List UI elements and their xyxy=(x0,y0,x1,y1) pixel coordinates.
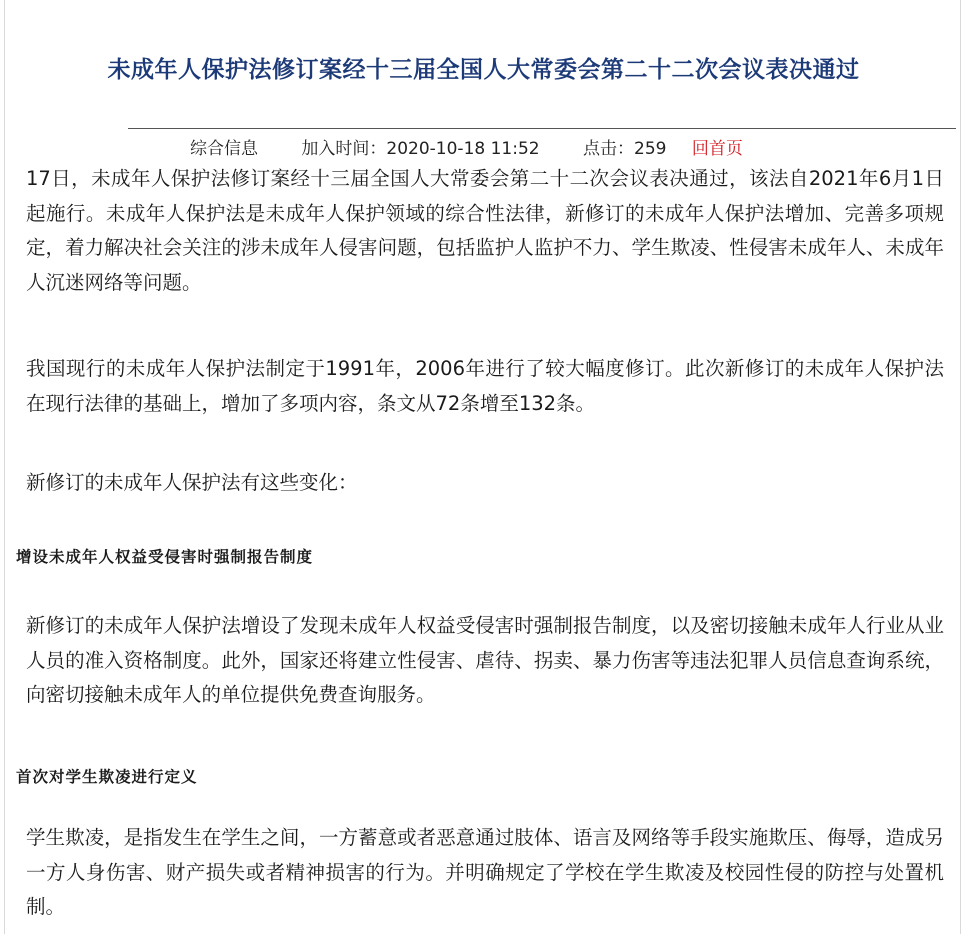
article-title: 未成年人保护法修订案经十三届全国人大常委会第二十二次会议表决通过 xyxy=(107,57,860,84)
section-heading-2: 首次对学生欺凌进行定义 xyxy=(16,768,198,786)
meta-added-time: 加入时间：2020-10-18 11:52 xyxy=(301,139,540,159)
article-paragraph-1: 17日，未成年人保护法修订案经十三届全国人大常委会第二十二次会议表决通过，该法自2021年6月1日起施行。未成年人保护法是未成年人保护领域的综合性法律，新修订的未成年人保护法增加、完善多项规定，着力解决社会关注的涉未成年人侵害问题，包括监护人监护不力、学生欺凌、性侵害未成年人、未成年人沉迷网络等问题。 xyxy=(26,167,944,294)
article-paragraph-3: 新修订的未成年人保护法有这些变化： xyxy=(26,471,358,494)
section-body-2: 学生欺凌，是指发生在学生之间，一方蓄意或者恶意通过肢体、语言及网络等手段实施欺压、侮辱，造成另一方人身伤害、财产损失或者精神损害的行为。并明确规定了学校在学生欺凌及校园性侵的防控与处置机制。 xyxy=(26,826,944,918)
home-link[interactable]: 回首页 xyxy=(691,139,743,159)
meta-click-count: 点击：259 xyxy=(583,139,667,159)
meta-category: 综合信息 xyxy=(190,139,258,159)
section-body-1: 新修订的未成年人保护法增设了发现未成年人权益受侵害时强制报告制度，以及密切接触未成年人行业从业人员的准入资格制度。此外，国家还将建立性侵害、虐待、拐卖、暴力伤害等违法犯罪人员信息查询系统，向密切接触未成年人的单位提供免费查询服务。 xyxy=(26,614,944,706)
article-paragraph-2: 我国现行的未成年人保护法制定于1991年，2006年进行了较大幅度修订。此次新修订的未成年人保护法在现行法律的基础上，增加了多项内容，条文从72条增至132条。 xyxy=(26,357,944,415)
section-heading-1: 增设未成年人权益受侵害时强制报告制度 xyxy=(16,548,314,566)
article-meta xyxy=(190,134,743,158)
title-divider xyxy=(128,128,956,129)
